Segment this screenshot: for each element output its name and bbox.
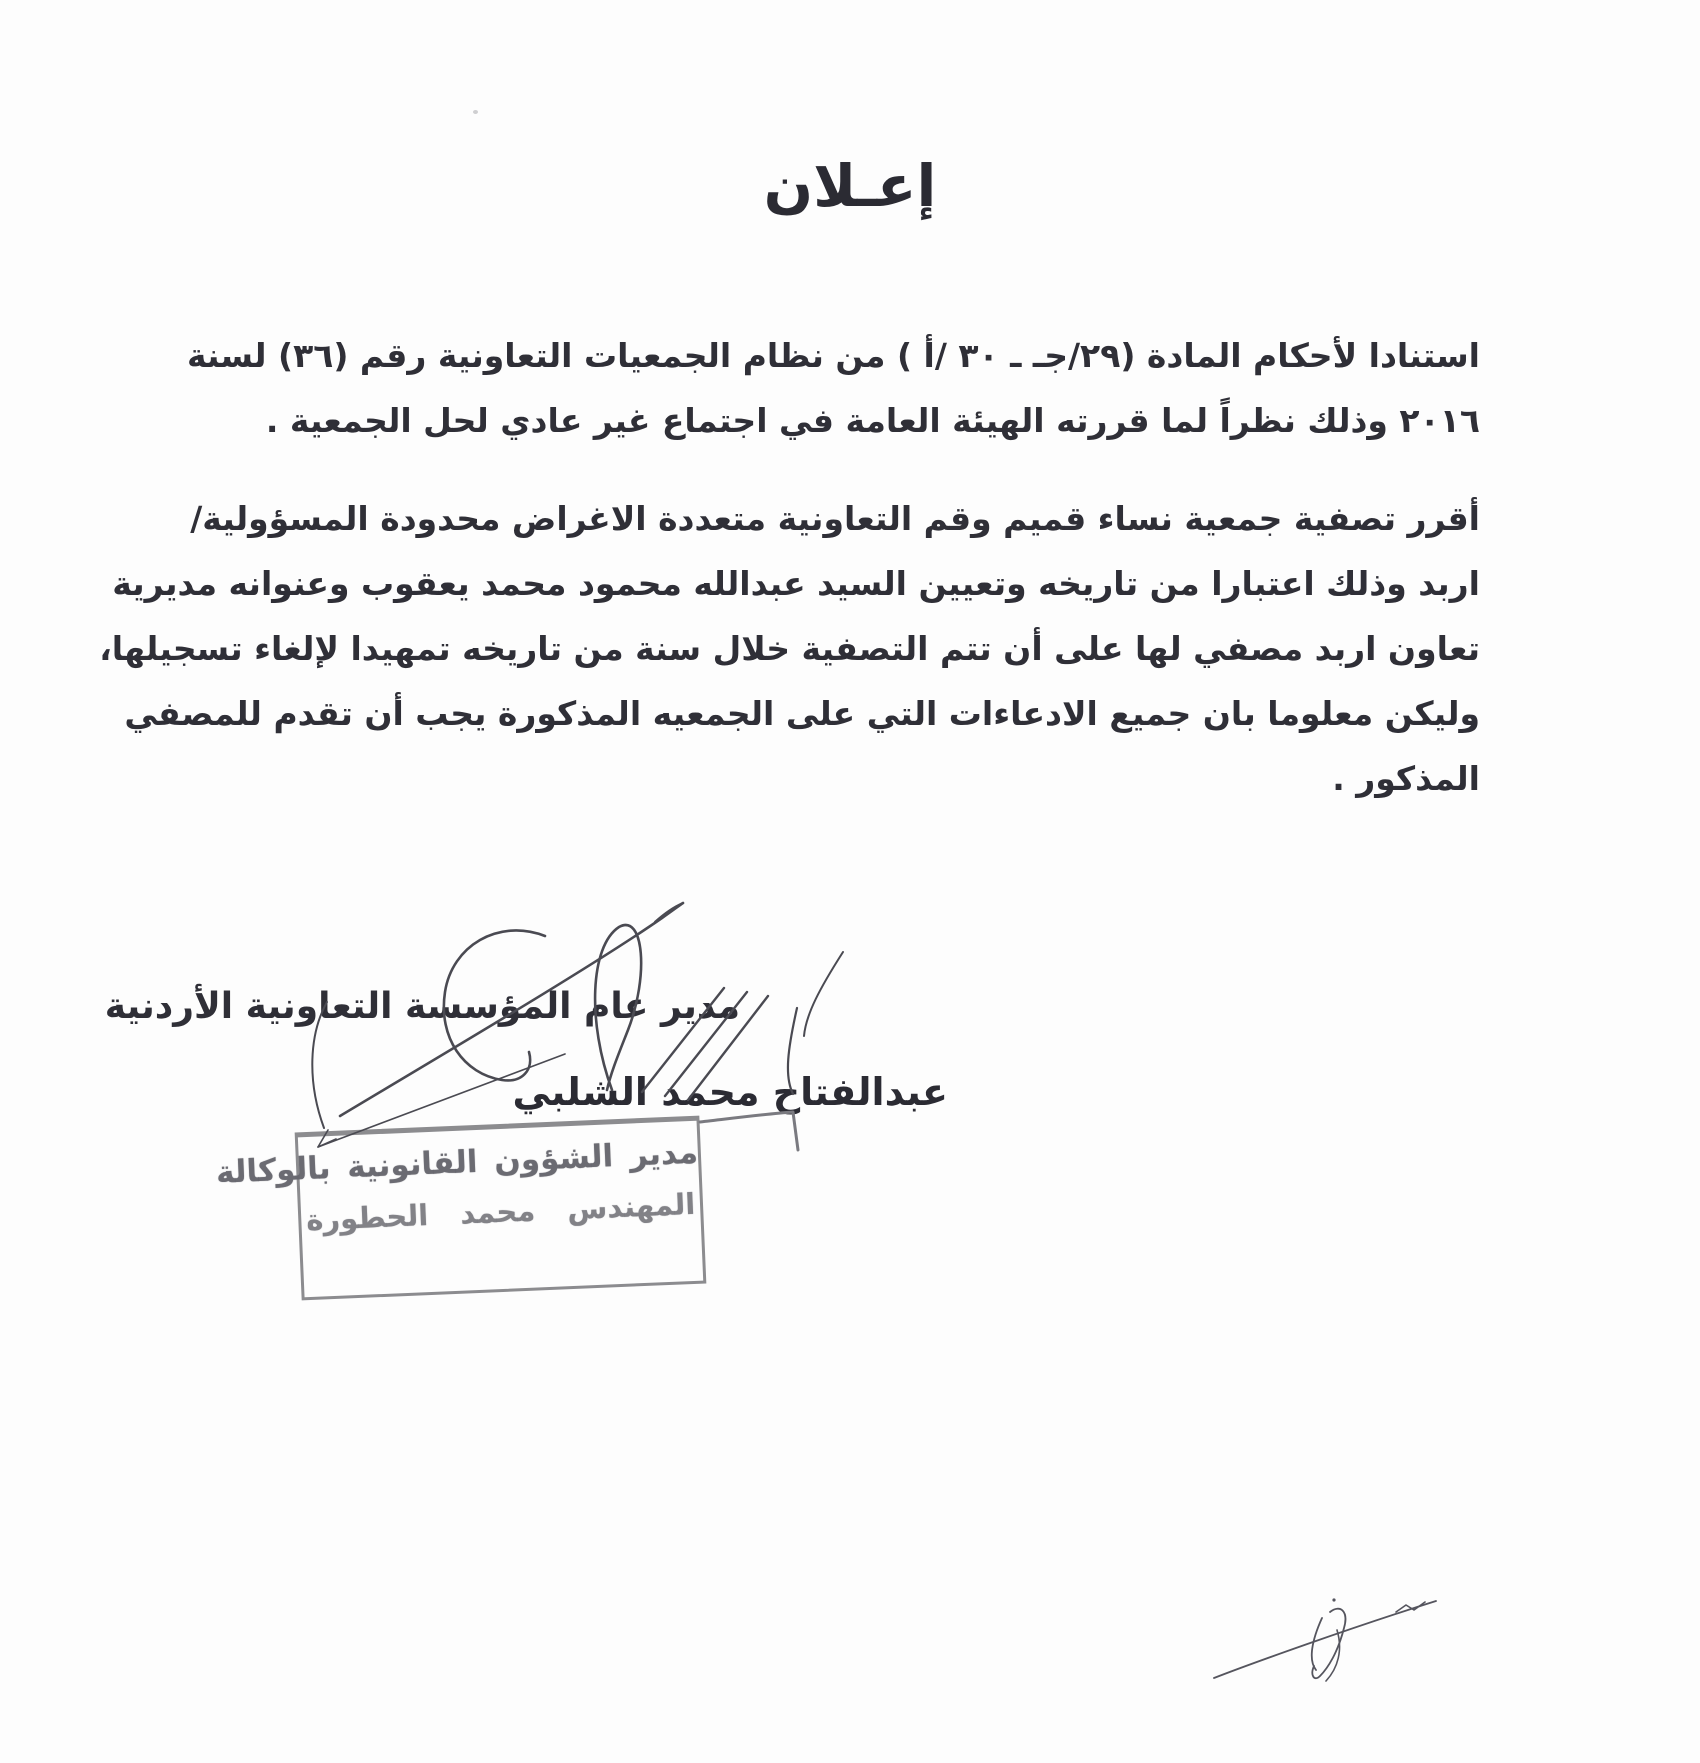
legal-affairs-stamp [215,1116,707,1301]
text-line: ٢٠١٦ وذلك نظراً لما قررته الهيئة العامة في اجتماع غير عادي لحل الجمعية . [265,401,1480,440]
paragraph-liquidation-decision [99,486,1480,811]
stamp-title: مدير الشؤون القانونية بالوكالة [215,1134,699,1191]
text-line: وليكن معلوما بان جميع الادعاءات التي على الجمعيه المذكورة يجب أن تقدم للمصفي [124,694,1480,733]
text-line: اربد وذلك اعتبارا من تاريخه وتعيين السيد عبدالله محمود محمد يعقوب وعنوانه مديرية [112,564,1480,603]
text-line: تعاون اربد مصفي لها على أن تتم التصفية خلال سنة من تاريخه تمهيدا لإلغاء تسجيلها، [99,629,1480,668]
text-line: استنادا لأحكام المادة (٢٩/جـ ـ ٣٠ /أ ) من نظام الجمعيات التعاونية رقم (٣٦) لسنة [187,336,1480,375]
stamp-name: المهندس محمد الحطورة [305,1186,696,1238]
signer-role: مدير عام المؤسسة التعاونية الأردنية [104,986,740,1027]
page-title: إعـلان [763,152,937,220]
text-line: المذكور . [1332,759,1480,798]
paragraph-legal-basis [187,323,1480,453]
text-line: أقرر تصفية جمعية نساء قميم وقم التعاونية متعددة الاغراض محدودة المسؤولية/ [190,499,1480,538]
scan-speck [473,110,478,114]
signer-name: عبدالفتاح محمد الشلبي [512,1070,948,1114]
